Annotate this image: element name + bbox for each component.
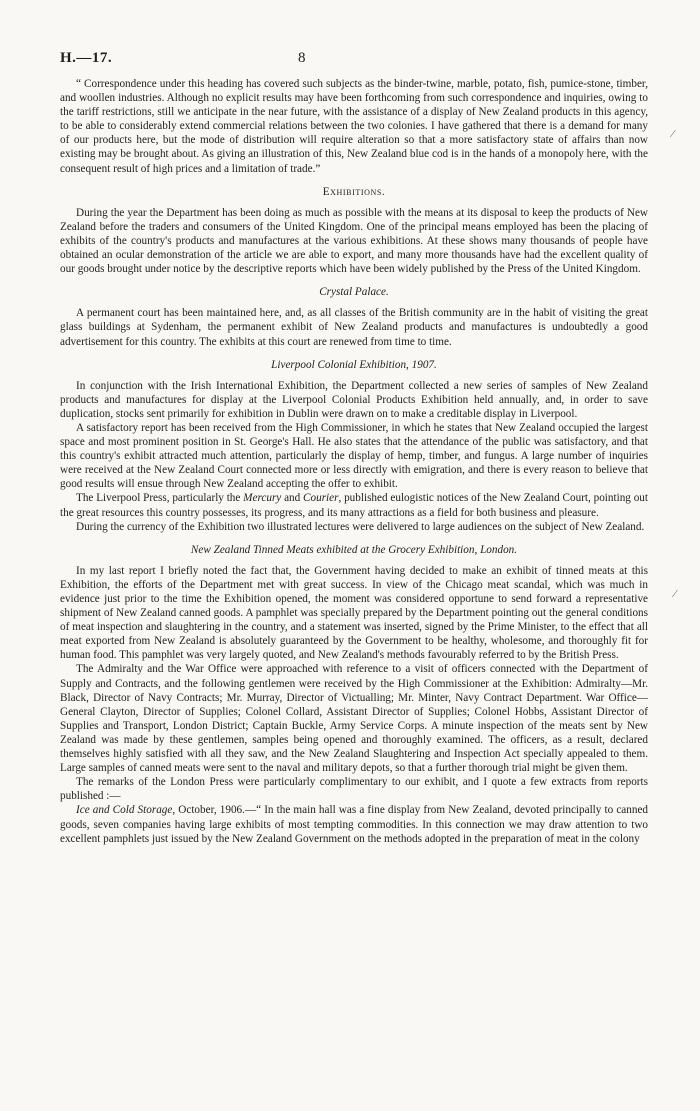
- text-run: and: [281, 492, 304, 505]
- newspaper-name: Courier: [303, 492, 339, 505]
- report-reference: H.—17.: [60, 50, 113, 66]
- paragraph: [60, 803, 648, 845]
- section-heading-exhibitions: Exhibitions.: [322, 185, 386, 198]
- page-number: 8: [298, 50, 306, 66]
- paragraph: During the year the Department has been doing as much as possible with the means at its disposal to keep the products of New Zealand before the traders and consumers of the United Kingdom. One of the principal means employed has been the placing of exhibits of the country's products and manufactures at the various exhibitions. At these shows many thousands of people have obtained an ocular demonstration of the article we are able to export, and many more thousands have had the excellent quality of our goods brought under notice by the descriptive reports which have been widely published by the Press of the United Kingdom.: [60, 206, 648, 276]
- paragraph: In conjunction with the Irish International Exhibition, the Department collected a new series of samples of New Zealand products and manufactures for display at the Liverpool Colonial Products Exhibition held annually, and, in order to save duplication, stocks sent primarily for exhibition in Dublin were drawn on to make a creditable display in Liverpool.: [60, 379, 648, 420]
- paragraph: The Admiralty and the War Office were approached with reference to a visit of officers connected with the Department of Supply and Contracts, and the following gentlemen were received by the High Commissioner at the Exhibition: Admiralty—Mr. Black, Director of Navy Contracts; Mr. Murray, Director of Victualling; Mr. Minter, Navy Contract Department. War Office—General Clayton, Director of Supplies; Colonel Collard, Assistant Director of Supplies; Colonel Hobbs, Assistant Director of Supplies and Transport, London District; Captain Buckle, Army Service Corps. A minute inspection of the meats sent by New Zealand was made by these gentlemen, samples being opened and thoroughly examined. The officers, as a result, declared themselves highly satisfied with all they saw, and the New Zealand Slaughtering and Inspection Act specially appealed to them. Large samples of canned meats were sent to the naval and military depots, so that a further thorough trial might be given them.: [60, 663, 648, 775]
- margin-mark: ⁄: [672, 128, 674, 140]
- paragraph: [60, 491, 648, 519]
- text-run: , published eulogistic notices of the New Zealand Court, pointing out the great resources this country possesses, its progress, and its many attractions as a field for both business and pleasure.: [60, 492, 649, 519]
- section-heading-crystal-palace: Crystal Palace.: [319, 286, 389, 299]
- section-heading-grocery: New Zealand Tinned Meats exhibited at the Grocery Exhibition, London.: [190, 543, 518, 556]
- paragraph: In my last report I briefly noted the fact that, the Government having decided to make an exhibit of tinned meats at this Exhibition, the efforts of the Department met with great success. In view of the Chicago meat scandal, which was much in evidence just prior to the time the Exhibition opened, the moment was considered opportune to send forward a representative shipment of New Zealand canned goods. A pamphlet was specially prepared by the Department pointing out the general conditions of meat inspection and slaughtering in the country, and a statement was inserted, signed by the Prime Minister, to the effect that all meat exported from New Zealand is absolutely guaranteed by the Government to be healthy, wholesome, and thoroughly fit for human food. This pamphlet was very largely quoted, and New Zealand's methods favourably referred to by the British Press.: [60, 564, 648, 662]
- paragraph: The remarks of the London Press were particularly complimentary to our exhibit, and I quote a few extracts from reports published :—: [60, 776, 648, 803]
- publication-name: Ice and Cold Storage: [76, 804, 173, 817]
- margin-mark: ⁄: [674, 588, 676, 600]
- text-run: , October, 1906.—“ In the main hall was a fine display from New Zealand, devoted principally to canned goods, seven companies having large exhibits of most tempting commodities. In this connection we may draw attention to two excellent pamphlets just issued by the New Zealand Government on the methods adopted in the preparation of meat in the colony: [60, 804, 648, 845]
- section-heading-liverpool: Liverpool Colonial Exhibition, 1907.: [271, 358, 437, 371]
- document-body: [60, 77, 648, 846]
- page-header: [60, 50, 648, 70]
- text-run: The Liverpool Press, particularly the: [76, 492, 244, 505]
- paragraph: During the currency of the Exhibition two illustrated lectures were delivered to large audiences on the subject of New Zealand.: [76, 520, 645, 533]
- paragraph: “ Correspondence under this heading has covered such subjects as the binder-twine, marble, potato, fish, pumice-stone, timber, and woollen industries. Although no explicit results may have been forthcoming from such correspondence and inquiries, owing to the tariff restrictions, still we anticipate in the near future, with the assistance of a display of New Zealand products in this agency, to be able to considerably extend commercial relations between the two colonies. I have gathered that there is a demand for many of our products here, but the mode of distribution will require alteration so that a more satisfactory state of affairs than now existing may be brought about. As giving an illustration of this, New Zealand blue cod is in the hands of a monopoly here, with the consequent result of high prices and a limitation of trade.”: [60, 78, 648, 175]
- newspaper-name: Mercury: [243, 492, 282, 505]
- paragraph: A permanent court has been maintained here, and, as all classes of the British community are in the habit of visiting the great glass buildings at Sydenham, the permanent exhibit of New Zealand products and manufactures is undoubtedly a good advertisement for this country. The exhibits at this court are renewed from time to time.: [60, 307, 648, 348]
- paragraph: A satisfactory report has been received from the High Commissioner, in which he states that New Zealand occupied the largest space and most prominent position in St. George's Hall. He also states that the attendance of the public was satisfactory, and that this country's exhibit attracted much attention, particularly the display of hemp, timber, and fungus. A large number of inquiries were received at the New Zealand Court connected more or less directly with emigration, and there is every reason to believe that good results will ensue through New Zealand accepting the offer to exhibit.: [60, 421, 648, 491]
